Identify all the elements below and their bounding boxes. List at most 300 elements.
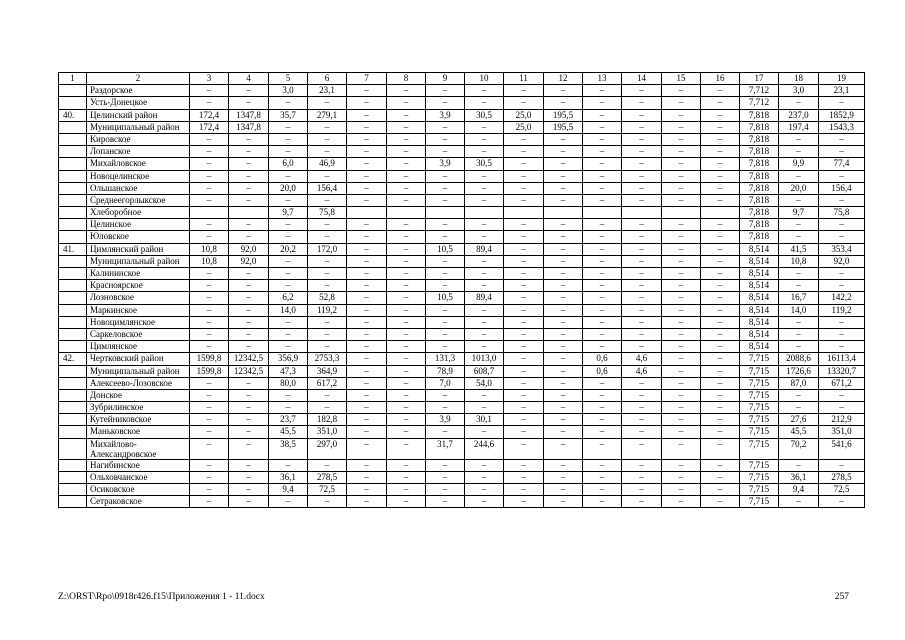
value-cell: – [347, 280, 387, 292]
value-cell: 244,6 [465, 438, 504, 459]
value-cell: – [190, 496, 229, 508]
value-cell: – [387, 255, 426, 267]
value-cell: – [544, 459, 583, 471]
value-cell: – [622, 316, 662, 328]
value-cell: 8,514 [740, 280, 779, 292]
value-cell: – [583, 414, 622, 426]
value-cell: – [465, 255, 504, 267]
value-cell: – [622, 377, 662, 389]
value-cell: – [701, 292, 740, 304]
row-name: Лозновское [87, 292, 190, 304]
value-cell: – [465, 341, 504, 353]
value-cell: 10,5 [426, 243, 465, 255]
table-row [59, 109, 865, 121]
value-cell: – [819, 268, 865, 280]
value-cell: – [622, 97, 662, 109]
value-cell: – [190, 133, 229, 145]
value-cell: – [308, 255, 347, 267]
row-name: Хлеборобное [87, 207, 190, 219]
value-cell: – [701, 353, 740, 365]
value-cell: 7,712 [740, 85, 779, 97]
value-cell: 8,514 [740, 341, 779, 353]
value-cell: 8,514 [740, 316, 779, 328]
row-number [59, 304, 87, 316]
value-cell: – [465, 268, 504, 280]
value-cell: 25,0 [504, 109, 544, 121]
value-cell: – [347, 194, 387, 206]
value-cell: – [544, 97, 583, 109]
value-cell: – [701, 304, 740, 316]
value-cell: – [190, 304, 229, 316]
value-cell: 70,2 [779, 438, 819, 459]
value-cell: 46,9 [308, 158, 347, 170]
value-cell: – [819, 316, 865, 328]
value-cell: 1599,8 [190, 353, 229, 365]
row-number [59, 365, 87, 377]
value-cell: – [583, 231, 622, 243]
value-cell: – [583, 280, 622, 292]
value-cell: – [662, 292, 701, 304]
value-cell [701, 207, 740, 219]
value-cell: 278,5 [308, 471, 347, 483]
value-cell: – [701, 109, 740, 121]
value-cell: – [269, 146, 308, 158]
value-cell: 1599,8 [190, 365, 229, 377]
value-cell: 9,4 [269, 484, 308, 496]
value-cell: – [465, 426, 504, 438]
value-cell: – [229, 377, 269, 389]
value-cell: – [622, 85, 662, 97]
value-cell: – [347, 268, 387, 280]
value-cell: – [701, 133, 740, 145]
value-cell: – [387, 389, 426, 401]
value-cell: – [504, 484, 544, 496]
value-cell: 89,4 [465, 292, 504, 304]
table-row [59, 231, 865, 243]
value-cell: – [622, 182, 662, 194]
value-cell: – [662, 471, 701, 483]
value-cell [504, 207, 544, 219]
row-number [59, 231, 87, 243]
value-cell: – [504, 243, 544, 255]
header-cell: 1 [59, 73, 87, 85]
value-cell: – [504, 471, 544, 483]
value-cell: – [583, 496, 622, 508]
value-cell: – [701, 97, 740, 109]
value-cell: – [347, 353, 387, 365]
value-cell: – [701, 121, 740, 133]
value-cell: – [387, 158, 426, 170]
row-name: Ольховчанское [87, 471, 190, 483]
row-number [59, 316, 87, 328]
value-cell: – [269, 170, 308, 182]
value-cell: – [347, 484, 387, 496]
value-cell: – [465, 484, 504, 496]
value-cell: – [465, 496, 504, 508]
value-cell: 172,4 [190, 121, 229, 133]
value-cell: – [583, 146, 622, 158]
value-cell: 7,715 [740, 459, 779, 471]
value-cell: 20,0 [779, 182, 819, 194]
value-cell: – [269, 389, 308, 401]
value-cell: – [190, 438, 229, 459]
value-cell: 2753,3 [308, 353, 347, 365]
value-cell: – [662, 121, 701, 133]
value-cell: – [701, 280, 740, 292]
value-cell: – [779, 402, 819, 414]
value-cell: – [544, 85, 583, 97]
value-cell: – [426, 304, 465, 316]
value-cell: – [583, 194, 622, 206]
value-cell: – [662, 109, 701, 121]
value-cell: 9,7 [269, 207, 308, 219]
footer-page-number: 257 [834, 592, 849, 602]
value-cell: – [544, 170, 583, 182]
value-cell: – [819, 146, 865, 158]
value-cell [465, 207, 504, 219]
row-number: 41. [59, 243, 87, 255]
table-row [59, 85, 865, 97]
value-cell: – [662, 377, 701, 389]
value-cell: 2088,6 [779, 353, 819, 365]
value-cell: – [387, 194, 426, 206]
value-cell: – [504, 85, 544, 97]
value-cell: – [504, 426, 544, 438]
value-cell: – [622, 231, 662, 243]
value-cell: – [465, 219, 504, 231]
row-name: Алексеево-Лозовское [87, 377, 190, 389]
value-cell: – [229, 459, 269, 471]
value-cell: – [229, 219, 269, 231]
value-cell: – [269, 268, 308, 280]
value-cell: – [583, 471, 622, 483]
value-cell: – [190, 146, 229, 158]
value-cell: – [190, 292, 229, 304]
value-cell: 8,514 [740, 304, 779, 316]
value-cell: – [426, 471, 465, 483]
row-name: Ольшанское [87, 182, 190, 194]
value-cell: 92,0 [229, 255, 269, 267]
row-name: Лопанское [87, 146, 190, 158]
table-row [59, 402, 865, 414]
value-cell: – [504, 377, 544, 389]
row-number [59, 414, 87, 426]
value-cell: – [779, 316, 819, 328]
value-cell: – [347, 292, 387, 304]
value-cell: – [622, 133, 662, 145]
value-cell: – [190, 280, 229, 292]
value-cell: – [504, 389, 544, 401]
value-cell: 52,8 [308, 292, 347, 304]
value-cell: – [779, 146, 819, 158]
value-cell: – [387, 170, 426, 182]
value-cell: – [190, 231, 229, 243]
table-row [59, 414, 865, 426]
value-cell: – [347, 459, 387, 471]
value-cell: – [701, 341, 740, 353]
value-cell: – [662, 146, 701, 158]
row-number [59, 402, 87, 414]
value-cell: 7,818 [740, 158, 779, 170]
row-name: Новоцимлянское [87, 316, 190, 328]
value-cell: – [387, 182, 426, 194]
value-cell: – [465, 328, 504, 340]
value-cell: – [465, 121, 504, 133]
value-cell: – [779, 341, 819, 353]
row-name: Калининское [87, 268, 190, 280]
value-cell: – [269, 402, 308, 414]
value-cell: – [779, 194, 819, 206]
row-number [59, 484, 87, 496]
value-cell: – [308, 97, 347, 109]
value-cell: – [308, 402, 347, 414]
row-name: Цимлянское [87, 341, 190, 353]
value-cell: – [229, 292, 269, 304]
value-cell: 10,8 [190, 243, 229, 255]
value-cell: 7,715 [740, 438, 779, 459]
value-cell [190, 207, 229, 219]
row-number [59, 471, 87, 483]
value-cell [544, 207, 583, 219]
value-cell: – [662, 426, 701, 438]
header-cell: 16 [701, 73, 740, 85]
value-cell: – [269, 316, 308, 328]
value-cell: – [819, 133, 865, 145]
value-cell: 30,5 [465, 158, 504, 170]
row-name: Муниципальный район [87, 365, 190, 377]
value-cell: 7,818 [740, 170, 779, 182]
row-name: Раздорское [87, 85, 190, 97]
row-number [59, 170, 87, 182]
header-cell: 10 [465, 73, 504, 85]
value-cell: 7,818 [740, 133, 779, 145]
value-cell: – [347, 402, 387, 414]
value-cell: 356,9 [269, 353, 308, 365]
header-cell: 19 [819, 73, 865, 85]
value-cell: – [347, 109, 387, 121]
value-cell: 87,0 [779, 377, 819, 389]
value-cell: – [387, 121, 426, 133]
value-cell: – [347, 97, 387, 109]
header-cell: 5 [269, 73, 308, 85]
row-number [59, 182, 87, 194]
value-cell: – [701, 170, 740, 182]
value-cell: – [269, 255, 308, 267]
value-cell: – [504, 133, 544, 145]
value-cell: – [347, 219, 387, 231]
value-cell: 8,514 [740, 292, 779, 304]
value-cell: 16113,4 [819, 353, 865, 365]
value-cell: – [544, 231, 583, 243]
row-number [59, 194, 87, 206]
value-cell: – [426, 182, 465, 194]
value-cell: – [308, 268, 347, 280]
value-cell: – [504, 353, 544, 365]
value-cell: – [229, 280, 269, 292]
value-cell: – [701, 219, 740, 231]
header-cell: 15 [662, 73, 701, 85]
value-cell: 10,8 [779, 255, 819, 267]
value-cell: – [504, 194, 544, 206]
value-cell: – [583, 402, 622, 414]
value-cell: – [583, 219, 622, 231]
value-cell: – [229, 194, 269, 206]
value-cell: – [504, 365, 544, 377]
value-cell: 16,7 [779, 292, 819, 304]
table-row [59, 146, 865, 158]
value-cell: 119,2 [308, 304, 347, 316]
value-cell: – [583, 182, 622, 194]
value-cell: – [347, 389, 387, 401]
value-cell: 172,0 [308, 243, 347, 255]
value-cell: – [426, 121, 465, 133]
value-cell: 14,0 [269, 304, 308, 316]
value-cell: – [622, 255, 662, 267]
value-cell: – [701, 438, 740, 459]
value-cell: 89,4 [465, 243, 504, 255]
value-cell: 279,1 [308, 109, 347, 121]
value-cell: – [269, 194, 308, 206]
value-cell: 36,1 [269, 471, 308, 483]
row-name: Среднеегорлыкское [87, 194, 190, 206]
value-cell: 1852,9 [819, 109, 865, 121]
value-cell: 351,0 [308, 426, 347, 438]
value-cell: – [662, 133, 701, 145]
value-cell: 72,5 [308, 484, 347, 496]
value-cell: – [347, 182, 387, 194]
value-cell: – [622, 471, 662, 483]
value-cell: 8,514 [740, 328, 779, 340]
row-number [59, 426, 87, 438]
value-cell: 9,7 [779, 207, 819, 219]
value-cell: – [701, 377, 740, 389]
header-cell: 7 [347, 73, 387, 85]
row-name: Михайловское [87, 158, 190, 170]
value-cell: – [229, 438, 269, 459]
table-row [59, 219, 865, 231]
value-cell: – [269, 219, 308, 231]
value-cell: 7,715 [740, 353, 779, 365]
value-cell: 7,715 [740, 377, 779, 389]
value-cell: – [583, 438, 622, 459]
value-cell: – [622, 121, 662, 133]
value-cell: 353,4 [819, 243, 865, 255]
value-cell: – [544, 328, 583, 340]
value-cell: – [701, 146, 740, 158]
row-name: Цимлянский район [87, 243, 190, 255]
value-cell: 23,7 [269, 414, 308, 426]
value-cell: – [387, 316, 426, 328]
table-row [59, 97, 865, 109]
row-number [59, 207, 87, 219]
value-cell: – [622, 341, 662, 353]
header-cell: 4 [229, 73, 269, 85]
value-cell: 7,715 [740, 365, 779, 377]
value-cell: – [387, 471, 426, 483]
row-number [59, 133, 87, 145]
value-cell: – [229, 182, 269, 194]
value-cell: 7,715 [740, 426, 779, 438]
value-cell: – [819, 194, 865, 206]
row-number: 40. [59, 109, 87, 121]
row-number [59, 268, 87, 280]
table-row [59, 438, 865, 459]
value-cell: 20,0 [269, 182, 308, 194]
value-cell: – [387, 280, 426, 292]
value-cell: – [622, 438, 662, 459]
value-cell: – [779, 496, 819, 508]
value-cell: – [426, 231, 465, 243]
table-row [59, 496, 865, 508]
value-cell: – [229, 146, 269, 158]
value-cell: – [622, 170, 662, 182]
header-cell: 11 [504, 73, 544, 85]
header-cell: 17 [740, 73, 779, 85]
row-name: Кутейниковское [87, 414, 190, 426]
value-cell: 7,818 [740, 207, 779, 219]
table-row [59, 316, 865, 328]
value-cell: – [229, 170, 269, 182]
value-cell: – [347, 170, 387, 182]
value-cell: – [819, 389, 865, 401]
row-name: Юловское [87, 231, 190, 243]
value-cell: 31,7 [426, 438, 465, 459]
value-cell: – [662, 365, 701, 377]
value-cell: – [544, 243, 583, 255]
value-cell: – [229, 231, 269, 243]
value-cell: – [387, 459, 426, 471]
value-cell: – [387, 304, 426, 316]
value-cell: – [387, 484, 426, 496]
value-cell: – [583, 133, 622, 145]
value-cell: – [583, 292, 622, 304]
value-cell: 3,9 [426, 109, 465, 121]
data-table [58, 72, 865, 508]
value-cell: – [387, 133, 426, 145]
value-cell: – [504, 304, 544, 316]
value-cell: 7,715 [740, 402, 779, 414]
value-cell: 0,6 [583, 353, 622, 365]
value-cell: – [387, 292, 426, 304]
value-cell: – [426, 219, 465, 231]
value-cell: 7,715 [740, 471, 779, 483]
value-cell: – [622, 146, 662, 158]
value-cell: – [426, 341, 465, 353]
value-cell: – [819, 459, 865, 471]
value-cell: – [190, 389, 229, 401]
table-row [59, 471, 865, 483]
value-cell: – [190, 316, 229, 328]
value-cell: – [701, 426, 740, 438]
value-cell: 45,5 [269, 426, 308, 438]
value-cell: – [544, 471, 583, 483]
value-cell: – [387, 353, 426, 365]
value-cell: – [622, 426, 662, 438]
value-cell: – [622, 292, 662, 304]
header-cell: 14 [622, 73, 662, 85]
value-cell: 671,2 [819, 377, 865, 389]
value-cell: – [387, 402, 426, 414]
value-cell: 7,818 [740, 146, 779, 158]
value-cell: – [583, 426, 622, 438]
value-cell: 23,1 [819, 85, 865, 97]
value-cell: – [190, 414, 229, 426]
value-cell: – [269, 231, 308, 243]
value-cell: 172,4 [190, 109, 229, 121]
value-cell: 10,5 [426, 292, 465, 304]
value-cell: – [426, 255, 465, 267]
value-cell: – [347, 231, 387, 243]
